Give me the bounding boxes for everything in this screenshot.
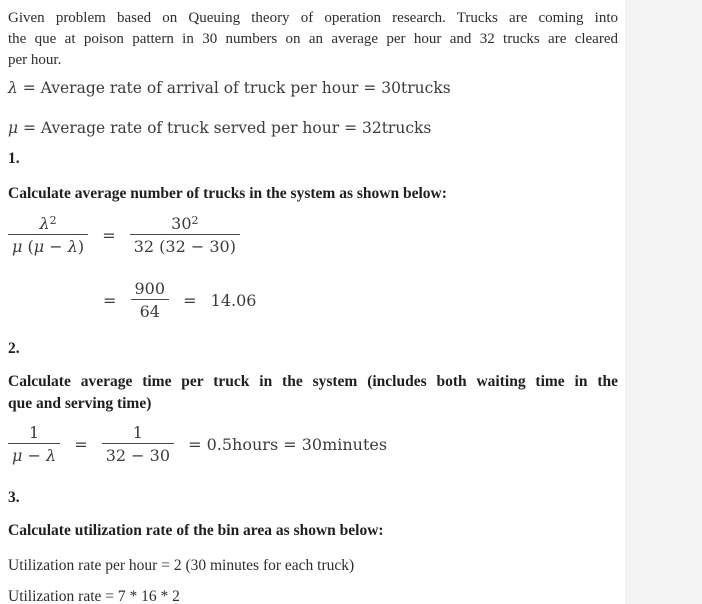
step2-fraction-lhs-numerator: 1 <box>28 423 40 442</box>
step2-fraction-rhs <box>102 423 174 465</box>
step1-fraction-rhs <box>130 214 240 256</box>
step1-result-fraction <box>131 279 170 321</box>
step1-fraction-lhs-denominator: μ (μ − λ) <box>8 234 88 256</box>
step1-result-line <box>94 279 618 321</box>
step1-result-denominator: 64 <box>131 299 170 321</box>
utilization-rate-line-2: Utilization rate = 7 * 16 * 2 <box>8 588 180 604</box>
lambda-definition-line <box>8 76 618 100</box>
right-gutter <box>625 0 702 604</box>
step1-result-equals-2: = <box>183 290 197 310</box>
step1-result-numerator: 900 <box>134 279 166 298</box>
mu-symbol: μ <box>8 119 19 137</box>
step2-equals-sign: = <box>74 434 88 454</box>
lambda-definition-text: = Average rate of arrival of truck per hour = 30trucks <box>17 79 451 97</box>
step2-fraction-lhs-denominator: μ − λ <box>8 443 60 465</box>
step1-fraction-rhs-denominator: 32 (32 − 30) <box>130 234 240 256</box>
step1-fraction-lhs-numerator: $\lambda^2$ <box>39 214 57 233</box>
step2-fraction-lhs <box>8 423 60 465</box>
step2-heading-line-1: Calculate average time per truck in the system (includes both waiting time in the <box>8 373 618 390</box>
step1-heading: Calculate average number of trucks in the system as shown below: <box>8 185 447 202</box>
step1-fraction-rhs-numerator: $30^2$ <box>171 214 199 233</box>
step1-fraction-lhs <box>8 214 88 256</box>
step2-formula <box>8 423 618 465</box>
step1-result-equals-1: = <box>103 290 117 310</box>
problem-statement-line-2: the que at poison pattern in 30 numbers on an average per hour and 32 trucks are cleared <box>8 31 618 47</box>
step3-heading: Calculate utilization rate of the bin area as shown below: <box>8 522 384 539</box>
problem-statement <box>8 8 618 71</box>
step1-formula <box>8 214 618 256</box>
step2-heading-line-2: que and serving time) <box>8 395 152 412</box>
mu-definition-text: = Average rate of truck served per hour = 32trucks <box>18 119 432 137</box>
step2-result-text: = 0.5hours = 30minutes <box>188 434 388 454</box>
lambda-symbol: λ <box>8 79 18 97</box>
step2-heading <box>8 371 618 415</box>
utilization-rate-line-1: Utilization rate per hour = 2 (30 minutes for each truck) <box>8 557 355 574</box>
problem-statement-line-1: Given problem based on Queuing theory of operation research. Trucks are coming into <box>8 10 618 26</box>
problem-statement-line-3: per hour. <box>8 52 62 68</box>
mu-definition-line <box>8 116 618 140</box>
step2-fraction-rhs-numerator: 1 <box>132 423 143 442</box>
step3-number: 3. <box>8 489 20 506</box>
step2-fraction-rhs-denominator: 32 − 30 <box>102 443 174 465</box>
step1-number: 1. <box>8 150 20 167</box>
step1-result-value: 14.06 <box>210 290 257 310</box>
step2-number: 2. <box>8 340 20 357</box>
step1-equals-sign: = <box>102 225 116 245</box>
